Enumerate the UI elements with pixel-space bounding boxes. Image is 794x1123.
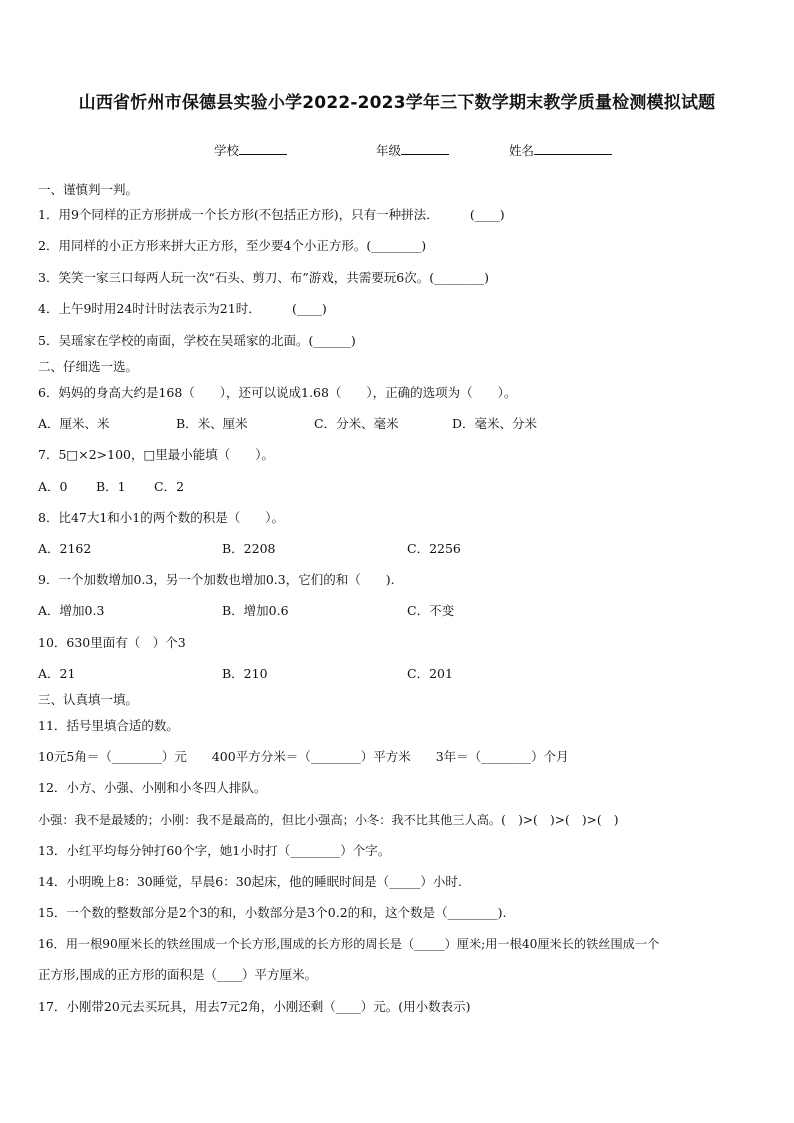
question-16-line-1: 16．用一根90厘米长的铁丝围成一个长方形,围成的长方形的周长是（_____）厘米;用一根40厘米长的铁丝围成一个 (38, 937, 660, 951)
question-4: 4．上午9时用24时计时法表示为21时． (____) (38, 301, 327, 316)
q7-option-b[interactable]: B．1 (96, 479, 126, 494)
question-5: 5．吴瑶家在学校的南面，学校在吴瑶家的北面。(______) (38, 333, 356, 348)
question-7: 7．5□×2>100，□里最小能填（ ）。 (38, 447, 275, 462)
name-blank[interactable] (534, 143, 612, 155)
name-field[interactable] (509, 141, 612, 159)
q6-option-c[interactable]: C．分米、毫米 (314, 416, 399, 431)
q9-option-b[interactable]: B．增加0.6 (222, 603, 289, 618)
question-3: 3．笑笑一家三口每两人玩一次“石头、剪刀、布”游戏，共需要玩6次。(________) (38, 270, 489, 285)
grade-blank[interactable] (401, 143, 449, 155)
q6-option-a[interactable]: A．厘米、米 (38, 416, 110, 431)
q8-option-a[interactable]: A．2162 (38, 541, 92, 556)
school-label: 学校 (214, 143, 240, 158)
question-9: 9．一个加数增加0.3，另一个加数也增加0.3，它们的和（ ). (38, 572, 395, 587)
q10-option-c[interactable]: C．201 (407, 666, 453, 681)
question-1: 1．用9个同样的正方形拼成一个长方形(不包括正方形)，只有一种拼法． (____) (38, 207, 505, 222)
q8-option-c[interactable]: C．2256 (407, 541, 461, 556)
school-field[interactable] (214, 141, 287, 159)
question-16-line-2: 正方形,围成的正方形的面积是（____）平方厘米。 (38, 967, 317, 982)
q10-option-a[interactable]: A．21 (38, 666, 76, 681)
question-2: 2．用同样的小正方形来拼大正方形，至少要4个小正方形。(________) (38, 238, 427, 253)
name-label: 姓名 (509, 143, 535, 158)
school-blank[interactable] (239, 143, 287, 155)
question-11: 11．括号里填合适的数。 (38, 718, 179, 733)
q6-option-d[interactable]: D．毫米、分米 (452, 416, 538, 431)
grade-field[interactable] (376, 141, 449, 159)
question-8: 8．比47大1和小1的两个数的积是（ ）。 (38, 510, 285, 525)
question-11-blanks: 10元5角＝（________）元 400平方分米＝（________）平方米 3年＝（________）个月 (38, 749, 569, 764)
q7-option-a[interactable]: A．0 (38, 479, 68, 494)
grade-label: 年级 (376, 143, 402, 158)
section-heading-1: 一、谨慎判一判。 (38, 182, 139, 197)
section-heading-3: 三、认真填一填。 (38, 692, 139, 707)
q6-option-b[interactable]: B．米、厘米 (176, 416, 248, 431)
question-13: 13．小红平均每分钟打60个字，她1小时打（________）个字。 (38, 843, 391, 858)
page-title: 山西省忻州市保德县实验小学2022-2023学年三下数学期末教学质量检测模拟试题 (78, 93, 716, 113)
question-10: 10．630里面有（ ）个3 (38, 635, 186, 650)
question-12-statements: 小强：我不是最矮的；小刚：我不是最高的，但比小强高；小冬：我不比其他三人高。( )>( )>( )>( ) (38, 813, 619, 827)
q7-option-c[interactable]: C．2 (154, 479, 185, 494)
question-12: 12．小方、小强、小刚和小冬四人排队。 (38, 780, 267, 795)
q9-option-c[interactable]: C．不变 (407, 603, 455, 618)
question-14: 14．小明晚上8：30睡觉，早晨6：30起床，他的睡眠时间是（_____）小时. (38, 874, 462, 889)
q9-option-a[interactable]: A．增加0.3 (38, 603, 105, 618)
section-heading-2: 二、仔细选一选。 (38, 359, 139, 374)
q8-option-b[interactable]: B．2208 (222, 541, 276, 556)
q10-option-b[interactable]: B．210 (222, 666, 268, 681)
question-15: 15．一个数的整数部分是2个3的和，小数部分是3个0.2的和，这个数是（________). (38, 905, 507, 920)
question-17: 17．小刚带20元去买玩具，用去7元2角，小刚还剩（____）元。(用小数表示) (38, 999, 471, 1014)
question-6: 6．妈妈的身高大约是168（ ），还可以说成1.68（ ），正确的选项为（ ）。 (38, 385, 517, 400)
